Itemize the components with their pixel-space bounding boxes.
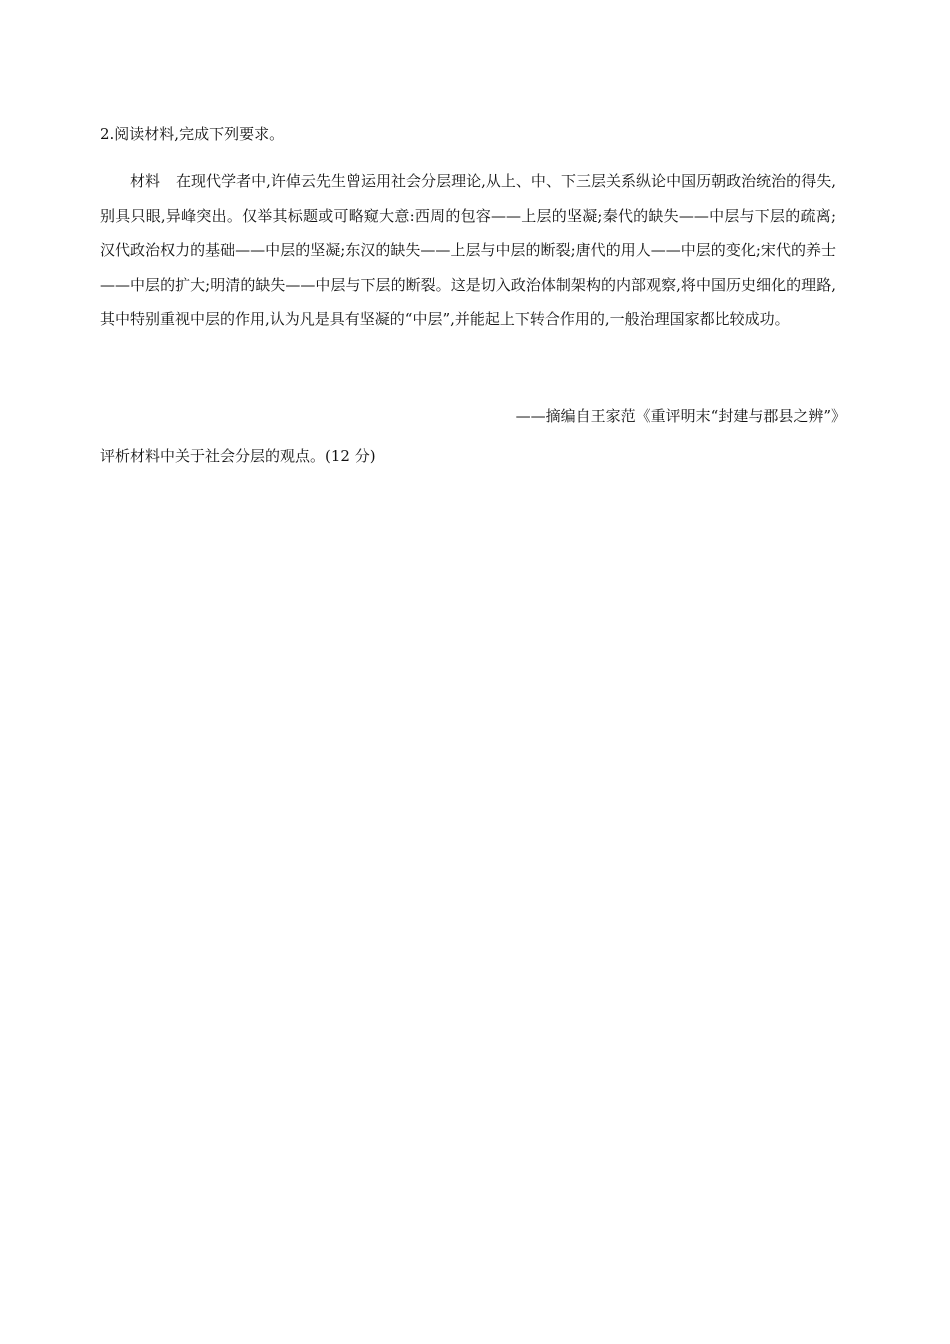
question-task: 评析材料中关于社会分层的观点。(12 分) (100, 447, 376, 465)
material-label: 材料 (130, 172, 161, 190)
source-citation: ——摘编自王家范《重评明末“封建与郡县之辨”》 (515, 407, 846, 425)
question-heading: 2.阅读材料,完成下列要求。 (100, 125, 285, 143)
material-text: 在现代学者中,许倬云先生曾运用社会分层理论,从上、中、下三层关系纵论中国历朝政治统治的得失,别具只眼,异峰突出。仅举其标题或可略窥大意:西周的包容——上层的坚凝;秦代的缺失——中层与下层的疏离;汉代政治权力的基础——中层的坚凝;东汉的缺失——上层与中层的断裂;唐代的用人——中层的变化;宋代的养士——中层的扩大;明清的缺失——中层与下层的断裂。这是切入政治体制架构的内部观察,将中国历史细化的理路,其中特别重视中层的作用,认为凡是具有坚凝的“中层”,并能起上下转合作用的,一般治理国家都比较成功。 (100, 172, 836, 328)
material-passage (100, 164, 836, 337)
